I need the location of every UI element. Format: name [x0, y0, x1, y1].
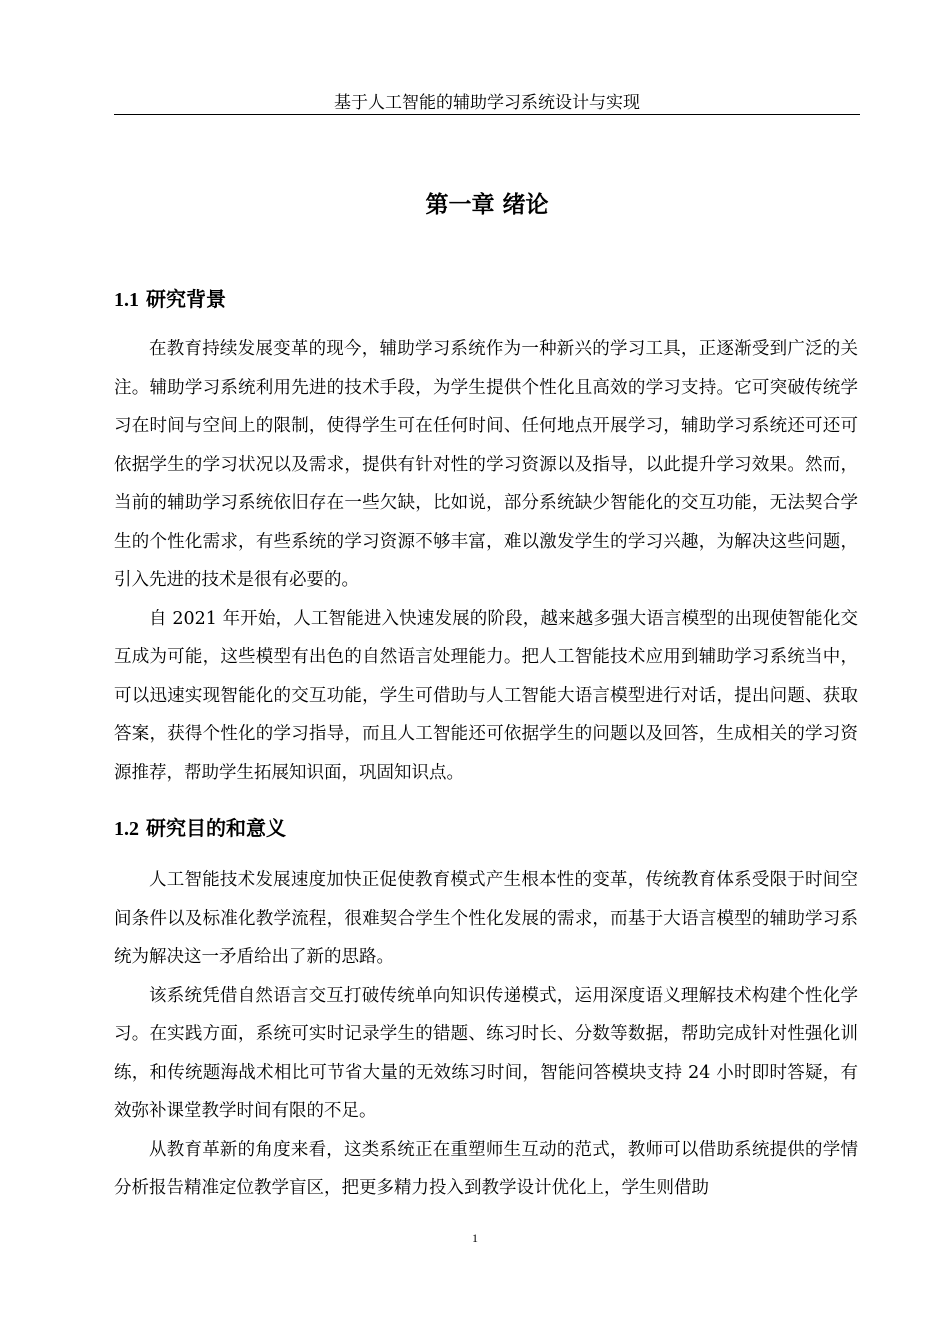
- section-number: 1.2: [114, 818, 139, 840]
- section-title: 研究背景: [145, 287, 226, 311]
- paragraph: 人工智能技术发展速度加快正促使教育模式产生根本性的变革，传统教育体系受限于时间空间条件以及标准化教学流程，很难契合学生个性化发展的需求，而基于大语言模型的辅助学习系统为解决这一矛盾给出了新的思路。: [114, 870, 858, 967]
- paragraph: 该系统凭借自然语言交互打破传统单向知识传递模式，运用深度语义理解技术构建个性化学习。在实践方面，系统可实时记录学生的错题、练习时长、分数等数据，帮助完成针对性强化训练，和传统题海战术相比可节省大量的无效练习时间，智能问答模块支持 24 小时即时答疑，有效弥补课堂教学时间有限的不足。: [114, 985, 858, 1121]
- section-title: 研究目的和意义: [145, 816, 286, 840]
- paragraph: 在教育持续发展变革的现今，辅助学习系统作为一种新兴的学习工具，正逐渐受到广泛的关注。辅助学习系统利用先进的技术手段，为学生提供个性化且高效的学习支持。它可突破传统学习在时间与空间上的限制，使得学生可在任何时间、任何地点开展学习，辅助学习系统还可还可依据学生的学习状况以及需求，提供有针对性的学习资源以及指导，以此提升学习效果。然而，当前的辅助学习系统依旧存在一些欠缺，比如说，部分系统缺少智能化的交互功能，无法契合学生的个性化需求，有些系统的学习资源不够丰富，难以激发学生的学习兴趣，为解决这些问题，引入先进的技术是很有必要的。: [114, 339, 858, 590]
- paragraph: 从教育革新的角度来看，这类系统正在重塑师生互动的范式，教师可以借助系统提供的学情分析报告精准定位教学盲区，把更多精力投入到教学设计优化上，学生则借助: [114, 1139, 858, 1198]
- chapter-title: 第一章 绪论: [425, 192, 549, 218]
- section-1-2-body: [114, 861, 858, 1208]
- section-1-1-body: [114, 330, 858, 792]
- section-heading-1-2: [114, 815, 286, 842]
- header-divider: [114, 114, 860, 115]
- running-header: 基于人工智能的辅助学习系统设计与实现: [334, 93, 640, 113]
- page-number: 1: [472, 1231, 478, 1245]
- paragraph: 自 2021 年开始，人工智能进入快速发展的阶段，越来越多强大语言模型的出现使智能化交互成为可能，这些模型有出色的自然语言处理能力。把人工智能技术应用到辅助学习系统当中，可以迅速实现智能化的交互功能，学生可借助与人工智能大语言模型进行对话，提出问题、获取答案，获得个性化的学习指导，而且人工智能还可依据学生的问题以及回答，生成相关的学习资源推荐，帮助学生拓展知识面，巩固知识点。: [114, 608, 858, 783]
- section-number: 1.1: [114, 289, 139, 311]
- section-heading-1-1: [114, 286, 226, 313]
